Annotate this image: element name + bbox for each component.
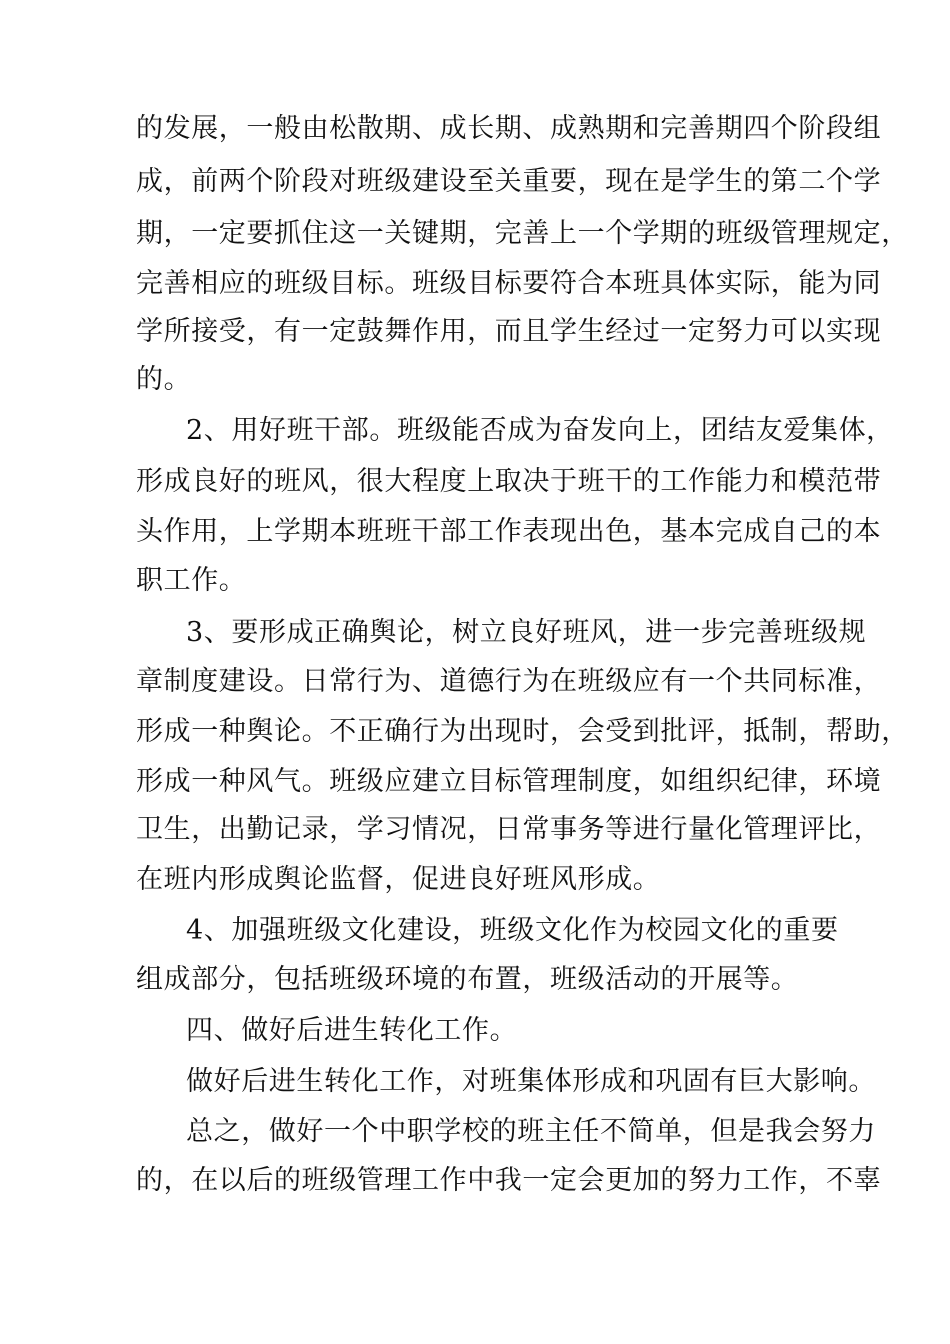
paragraph-line: 职工作。 [136,565,247,596]
paragraph-line: 在班内形成舆论监督，促进良好班风形成。 [136,864,661,895]
paragraph-line: 形成一种风气。班级应建立目标管理制度，如组织纪律，环境 [136,766,882,797]
section-heading: 四、做好后进生转化工作。 [186,1015,518,1046]
paragraph-line: 4、加强班级文化建设，班级文化作为校园文化的重要 [186,915,839,946]
paragraph-line: 卫生，出勤记录，学习情况，日常事务等进行量化管理评比， [136,814,882,845]
paragraph-line: 完善相应的班级目标。班级目标要符合本班具体实际，能为同 [136,268,882,299]
paragraph-line: 做好后进生转化工作，对班集体形成和巩固有巨大影响。 [186,1066,876,1097]
paragraph-line: 的发展，一般由松散期、成长期、成熟期和完善期四个阶段组 [136,113,882,144]
paragraph-line: 的。 [136,364,192,395]
paragraph-line: 形成良好的班风，很大程度上取决于班干的工作能力和模范带 [136,466,882,497]
paragraph-line: 总之，做好一个中职学校的班主任不简单，但是我会努力 [186,1116,876,1147]
paragraph-line: 3、要形成正确舆论，树立良好班风，进一步完善班级规 [186,617,867,648]
paragraph-line: 的，在以后的班级管理工作中我一定会更加的努力工作，不辜 [136,1165,882,1196]
paragraph-line: 学所接受，有一定鼓舞作用，而且学生经过一定努力可以实现 [136,316,882,347]
paragraph-line: 头作用，上学期本班班干部工作表现出色，基本完成自己的本 [136,516,882,547]
paragraph-line: 期，一定要抓住这一关键期，完善上一个学期的班级管理规定， [136,218,909,249]
paragraph-line: 章制度建设。日常行为、道德行为在班级应有一个共同标准， [136,666,882,697]
paragraph-line: 2、用好班干部。班级能否成为奋发向上，团结友爱集体， [186,415,894,446]
paragraph-line: 形成一种舆论。不正确行为出现时，会受到批评，抵制，帮助， [136,716,909,747]
paragraph-line: 成，前两个阶段对班级建设至关重要，现在是学生的第二个学 [136,166,882,197]
paragraph-line: 组成部分，包括班级环境的布置，班级活动的开展等。 [136,964,799,995]
